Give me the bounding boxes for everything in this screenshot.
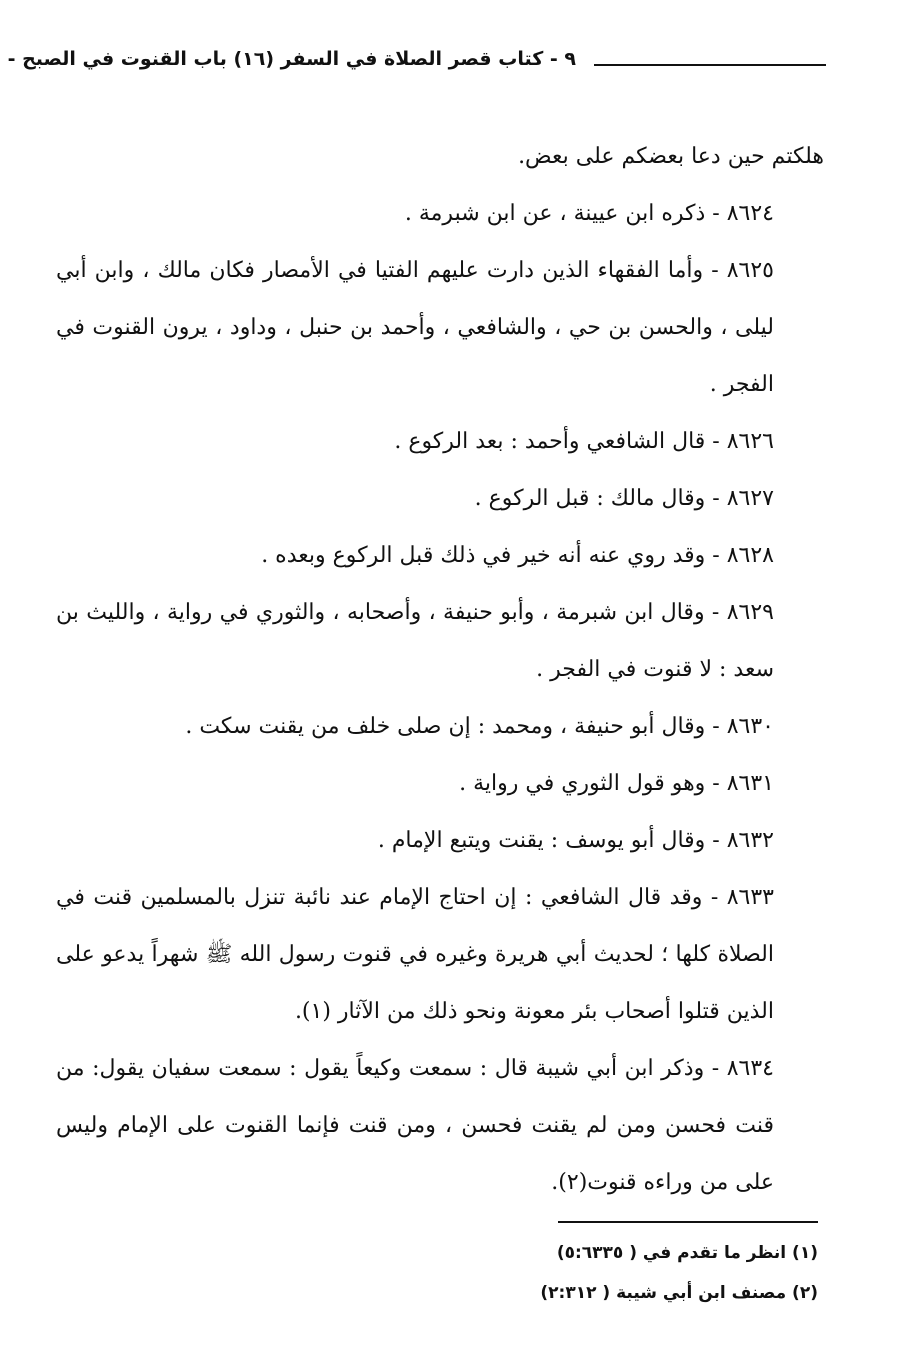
paragraph-8633: ٨٦٣٣ - وقد قال الشافعي : إن احتاج الإمام عند نائبة تنزل بالمسلمين قنت في الصلاة كلها ؛ لحديث أبي هريرة وغيره في قنوت رسول الله ﷺ شهراً يدعو على الذين قتلوا أصحاب بئر معونة ونحو ذلك من الآثار (١). [56, 885, 774, 1024]
footnotes [118, 1233, 818, 1313]
paragraph-8624: ٨٦٢٤ - ذكره ابن عيينة ، عن ابن شبرمة . [404, 201, 774, 226]
paragraph-8630: ٨٦٣٠ - وقال أبو حنيفة ، ومحمد : إن صلى خلف من يقنت سكت . [185, 714, 774, 739]
header-rule [594, 64, 826, 66]
footnote-1: (١) انظر ما تقدم في ( ٥:٦٣٣٥) [556, 1243, 818, 1263]
main-text [56, 128, 824, 1211]
paragraph-8628: ٨٦٢٨ - وقد روي عنه أنه خير في ذلك قبل الركوع وبعده . [261, 543, 774, 568]
paragraph: هلكتم حين دعا بعضكم على بعض. [518, 144, 824, 169]
paragraph-8626: ٨٦٢٦ - قال الشافعي وأحمد : بعد الركوع . [394, 429, 774, 454]
paragraph-8625: ٨٦٢٥ - وأما الفقهاء الذين دارت عليهم الفتيا في الأمصار فكان مالك ، وابن أبي ليلى ، والحسن بن حي ، والشافعي ، وأحمد بن حنبل ، وداود ، يرون القنوت في الفجر . [56, 258, 774, 397]
footnote-rule [558, 1221, 818, 1223]
paragraph-8631: ٨٦٣١ - وهو قول الثوري في رواية . [459, 771, 774, 796]
page-header [7, 44, 826, 84]
paragraph-8634: ٨٦٣٤ - وذكر ابن أبي شيبة قال : سمعت وكيعاً يقول : سمعت سفيان يقول: من قنت فحسن ومن لم يقنت فحسن ، ومن قنت فإنما القنوت على الإمام وليس على من وراءه قنوت(٢). [56, 1056, 774, 1195]
footnote-2: (٢) مصنف ابن أبي شيبة ( ٢:٣١٢) [540, 1283, 818, 1303]
paragraph-8627: ٨٦٢٧ - وقال مالك : قبل الركوع . [474, 486, 774, 511]
paragraph-8632: ٨٦٣٢ - وقال أبو يوسف : يقنت ويتبع الإمام . [377, 828, 774, 853]
paragraph-8629: ٨٦٢٩ - وقال ابن شبرمة ، وأبو حنيفة ، وأصحابه ، والثوري في رواية ، والليث بن سعد : لا قنوت في الفجر . [56, 600, 774, 682]
running-head: ٩ - كتاب قصر الصلاة في السفر (١٦) باب القنوت في الصبح - [7, 48, 576, 70]
